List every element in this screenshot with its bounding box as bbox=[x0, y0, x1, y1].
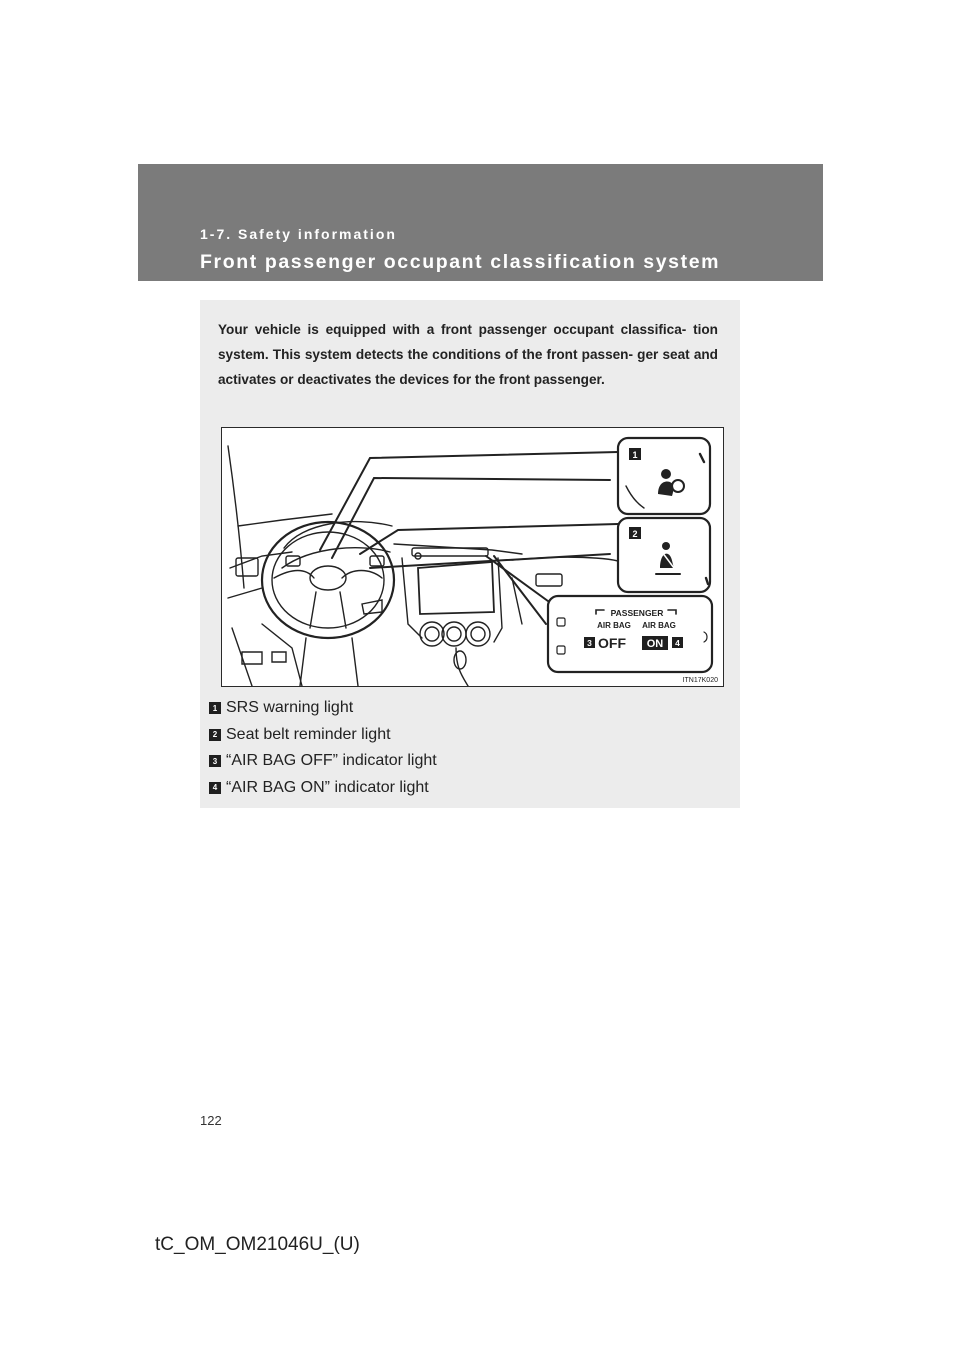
passenger-vent bbox=[536, 574, 562, 586]
column-right bbox=[352, 638, 358, 686]
section-label: 1-7. Safety information bbox=[200, 226, 397, 242]
legend-label: “AIR BAG ON” indicator light bbox=[226, 778, 429, 796]
legend-item bbox=[209, 775, 437, 802]
legend-badge: 1 bbox=[209, 702, 221, 714]
page-number: 122 bbox=[200, 1113, 222, 1128]
callout-num-1: 1 bbox=[632, 450, 638, 460]
dashboard-illustration bbox=[221, 427, 724, 687]
pedal-right bbox=[272, 652, 286, 662]
climate-knob-center bbox=[442, 622, 466, 646]
wheel-spoke-right bbox=[342, 571, 382, 579]
legend-label: “AIR BAG OFF” indicator light bbox=[226, 752, 437, 770]
passenger-label: PASSENGER bbox=[610, 608, 664, 618]
wheel-spoke-left bbox=[274, 571, 314, 579]
page-title: Front passenger occupant classification system bbox=[200, 251, 721, 273]
intro-paragraph: Your vehicle is equipped with a front passenger occupant classifica- tion system. This system detects the conditions of the front passen- ger seat and activates or deactivates the devices for the front passenger. bbox=[218, 322, 718, 387]
legend-badge: 3 bbox=[209, 755, 221, 767]
center-display bbox=[418, 562, 494, 614]
callout-num-2: 2 bbox=[632, 529, 638, 539]
left-vent bbox=[236, 558, 258, 576]
legend-label: SRS warning light bbox=[226, 699, 354, 717]
leader-line-2b bbox=[370, 554, 610, 568]
shifter bbox=[456, 648, 468, 686]
climate-knob-right-inner bbox=[471, 627, 485, 641]
wheel-spoke-bottom-right bbox=[340, 592, 346, 628]
center-dash-top bbox=[394, 544, 522, 554]
dash-lower-line bbox=[228, 588, 262, 598]
callout-num-4: 4 bbox=[675, 638, 680, 648]
legend-list bbox=[209, 695, 437, 801]
document-code: tC_OM_OM21046U_(U) bbox=[155, 1234, 360, 1255]
callout-num-3: 3 bbox=[587, 638, 592, 648]
airbag-on-indicator: ON bbox=[646, 638, 664, 650]
airbag-label-off: AIR BAG bbox=[597, 621, 631, 630]
shift-knob bbox=[454, 651, 466, 669]
column-left bbox=[300, 638, 306, 686]
legend-badge: 4 bbox=[209, 782, 221, 794]
center-stack-right bbox=[494, 558, 502, 642]
climate-knob-left-inner bbox=[425, 627, 439, 641]
steering-wheel-logo bbox=[310, 566, 346, 590]
climate-knob-right bbox=[466, 622, 490, 646]
dash-top-line bbox=[238, 514, 332, 526]
legend-label: Seat belt reminder light bbox=[226, 725, 391, 743]
climate-knob-center-inner bbox=[447, 627, 461, 641]
climate-knob-left bbox=[420, 622, 444, 646]
wheel-spoke-bottom-left bbox=[310, 592, 316, 628]
leader-line-1 bbox=[320, 452, 618, 550]
steering-wheel bbox=[262, 522, 394, 638]
dash-left-line bbox=[230, 552, 292, 568]
legend-badge: 2 bbox=[209, 729, 221, 741]
pedal-left bbox=[242, 652, 262, 664]
legend-item bbox=[209, 722, 437, 749]
figure-code: ITN17K020 bbox=[682, 677, 718, 684]
dash-left-lower bbox=[262, 624, 302, 686]
legend-item bbox=[209, 748, 437, 775]
leader-line-3 bbox=[486, 556, 552, 604]
airbag-label-on: AIR BAG bbox=[642, 621, 676, 630]
airbag-off-indicator: OFF bbox=[598, 635, 626, 651]
info-panel bbox=[200, 300, 740, 808]
stalk bbox=[362, 600, 382, 614]
legend-item bbox=[209, 695, 437, 722]
